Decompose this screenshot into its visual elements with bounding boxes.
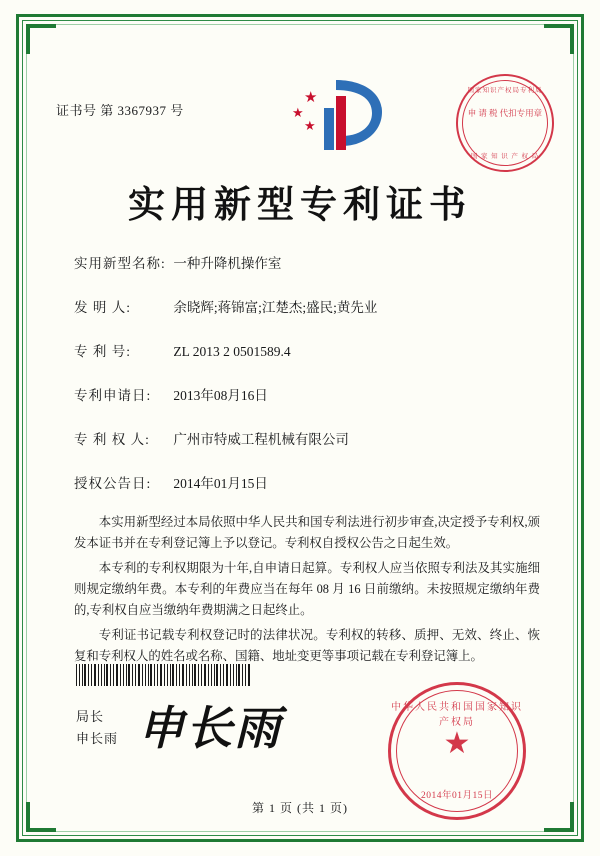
barcode-bar [88, 664, 89, 686]
field-value-patent-number: ZL 2013 2 0501589.4 [173, 344, 291, 359]
signature-labels [76, 706, 118, 750]
seal-arc-bottom-text: 国 家 知 识 产 权 局 [470, 153, 540, 160]
corner-ornament-top-left [26, 24, 56, 54]
barcode-bar [223, 664, 224, 686]
barcode-bar [211, 664, 212, 686]
national-seal-star-icon: ★ [443, 727, 471, 760]
field-row-patentee [74, 428, 540, 448]
barcode-bar [186, 664, 187, 686]
field-value-grant-date: 2014年01月15日 [173, 476, 268, 491]
field-value-patentee: 广州市特威工程机械有限公司 [173, 432, 349, 447]
barcode-bar [106, 664, 108, 686]
barcode-bar [194, 664, 196, 686]
star-icon-3: ★ [304, 118, 316, 133]
barcode-bar [245, 664, 246, 686]
barcode-bar [208, 664, 209, 686]
patent-fields [74, 252, 540, 516]
corner-ornament-top-right [544, 24, 574, 54]
barcode-bar [164, 664, 165, 686]
barcode-bar [201, 664, 202, 686]
barcode-bar [79, 664, 80, 686]
barcode-bar [150, 664, 152, 686]
legal-body-text [74, 512, 540, 671]
signature-title-label: 局长 [76, 709, 105, 724]
certificate-header [56, 74, 554, 164]
field-row-grant-date [74, 472, 540, 492]
signature-block [76, 703, 282, 754]
field-row-patent-number [74, 340, 540, 360]
barcode-bar [220, 664, 221, 686]
sipo-logo-icon [284, 74, 394, 160]
barcode-bar [128, 664, 130, 686]
field-label-patent-number: 专 利 号: [74, 344, 132, 359]
barcode-bar [120, 664, 121, 686]
tax-stamp-seal [456, 74, 554, 172]
barcode-bar [91, 664, 92, 686]
barcode-bar [198, 664, 199, 686]
barcode-bar [126, 664, 127, 686]
legal-paragraph-1: 本实用新型经过本局依照中华人民共和国专利法进行初步审查,决定授予专利权,颁发本证书并在专利登记簿上予以登记。专利权自授权公告之日起生效。 [74, 515, 540, 550]
barcode-bar [182, 664, 184, 686]
barcode-bar [248, 664, 250, 686]
barcode-bar [236, 664, 237, 686]
field-row-inventors [74, 296, 540, 316]
barcode-bar [216, 664, 218, 686]
barcode-bar [157, 664, 158, 686]
barcode-bar [214, 664, 215, 686]
field-label-patentee: 专 利 权 人: [74, 432, 150, 447]
field-label-application-date: 专利申请日: [74, 388, 152, 403]
field-row-name [74, 252, 540, 272]
barcode-bar [76, 664, 77, 686]
legal-paragraph-2: 本专利的专利权期限为十年,自申请日起算。专利权人应当依照专利法及其实施细则规定缴纳年费。本专利的年费应当在每年 08 月 16 日前缴纳。未按照规定缴纳年费的,专利权自应当缴纳年费期满之日起终止。 [74, 561, 540, 617]
barcode-bar [135, 664, 136, 686]
barcode-bar [94, 664, 96, 686]
barcode-bar [170, 664, 171, 686]
field-label-grant-date: 授权公告日: [74, 476, 152, 491]
barcode-bar [123, 664, 124, 686]
signature-name-label: 申长雨 [76, 731, 119, 746]
barcode-bar [167, 664, 168, 686]
barcode-bar [113, 664, 114, 686]
national-seal-date: 2014年01月15日 [420, 791, 493, 801]
field-value-inventors: 余晓辉;蒋锦富;江楚杰;盛民;黄先业 [173, 300, 378, 315]
barcode-bar [204, 664, 206, 686]
barcode [76, 664, 252, 686]
barcode-bar [192, 664, 193, 686]
seal-middle-text: 申 请 税 代扣专用章 [467, 108, 543, 118]
seal-arc-top-text: 国家知识产权局专利局 [467, 87, 543, 94]
barcode-bar [160, 664, 162, 686]
page-title: 实用新型专利证书 [128, 185, 472, 226]
field-label-name: 实用新型名称: [74, 256, 166, 271]
barcode-bar [189, 664, 190, 686]
field-value-name: 一种升降机操作室 [173, 256, 282, 271]
barcode-bar [142, 664, 143, 686]
barcode-bar [230, 664, 231, 686]
star-icon-2: ★ [292, 105, 304, 120]
barcode-bar [110, 664, 111, 686]
star-icon-1: ★ [304, 90, 318, 106]
barcode-bar [154, 664, 155, 686]
barcode-bar [176, 664, 177, 686]
field-row-application-date [74, 384, 540, 404]
barcode-bar [179, 664, 180, 686]
legal-paragraph-3: 专利证书记载专利权登记时的法律状况。专利权的转移、质押、无效、终止、恢复和专利权人的姓名或名称、国籍、地址变更等事项记载在专利登记簿上。 [74, 628, 540, 663]
barcode-bar [138, 664, 140, 686]
barcode-bar [172, 664, 174, 686]
field-value-application-date: 2013年08月16日 [173, 388, 268, 403]
barcode-bar [98, 664, 99, 686]
barcode-bar [132, 664, 133, 686]
page-footer: 第 1 页 (共 1 页) [252, 801, 348, 815]
barcode-bar [145, 664, 146, 686]
barcode-bar [148, 664, 149, 686]
handwritten-signature: 申长雨 [138, 703, 282, 754]
barcode-bar [101, 664, 102, 686]
barcode-bar [233, 664, 234, 686]
barcode-bar [84, 664, 86, 686]
barcode-bar [242, 664, 243, 686]
national-seal-arc-text: 中华人民共和国国家知识产权局 [391, 702, 523, 728]
barcode-bar [226, 664, 228, 686]
barcode-bar [238, 664, 240, 686]
certificate-serial-number: 证书号 第 3367937 号 [56, 103, 184, 118]
logo-stars-icon [290, 92, 330, 140]
barcode-bar [104, 664, 105, 686]
barcode-bar [82, 664, 83, 686]
barcode-bar [116, 664, 118, 686]
field-label-inventors: 发 明 人: [74, 300, 132, 315]
